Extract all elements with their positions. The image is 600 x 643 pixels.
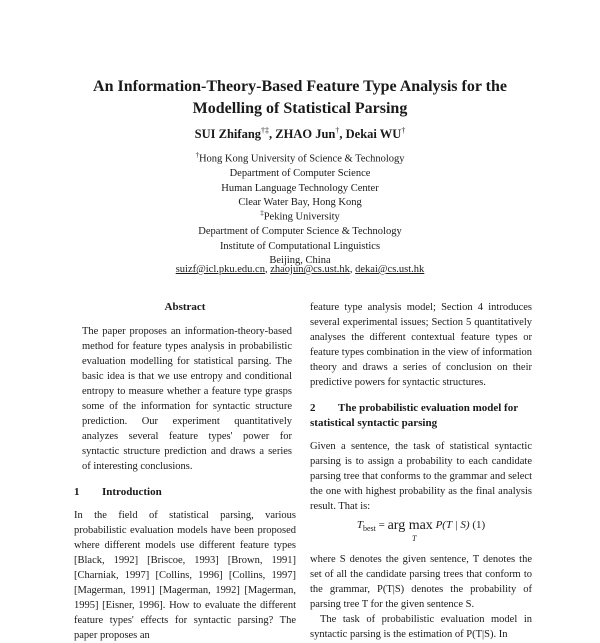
author-emails: suizf@icl.pku.edu.cn, zhaojun@cs.ust.hk, dekai@cs.ust.hk xyxy=(175,264,425,275)
affiliation-line: Human Language Technology Center xyxy=(221,182,379,194)
author-name: Dekai WU xyxy=(345,127,402,142)
author-list: SUI Zhifang†‡, ZHAO Jun†, Dekai WU† xyxy=(194,126,406,142)
email-link[interactable]: suizf@icl.pku.edu.cn xyxy=(175,264,265,275)
left-column xyxy=(74,300,296,643)
section-number: 2 xyxy=(310,402,316,414)
section-title: The probabilistic evaluation model for statistical syntactic parsing xyxy=(310,402,518,429)
formula-operator: arg max xyxy=(387,518,433,533)
title-line-2: Modelling of Statistical Parsing xyxy=(192,100,408,117)
abstract-text: The paper proposes an information-theory-based method for feature types analysis in probabilistic evaluation modelling for statistical parsing. The basic idea is that we use entropy and conditional entropy to measure whether a feature type grasps some of the information for syntactic structure prediction. Our experiment quantitatively analyzes several feature types' power for syntactic structure prediction and draws a series of interesting conclusions. xyxy=(82,326,292,472)
formula-lhs: T xyxy=(356,519,363,531)
affiliation-line: Beijing, China xyxy=(269,255,331,266)
section-number: 1 xyxy=(74,486,80,498)
section-2-para-2: where S denotes the given sentence, T denotes the set of all the candidate parsing trees that conform to the grammar, P(T|S) denotes the probability of parsing tree T for the given sentence S. xyxy=(310,554,532,610)
formula-arg: P(T | S) xyxy=(435,519,470,531)
affiliation-line: Peking University xyxy=(263,211,340,223)
email-link[interactable]: zhaojun@cs.ust.hk xyxy=(270,264,350,275)
paper-title xyxy=(60,76,540,120)
affiliation-line: Institute of Computational Linguistics xyxy=(219,240,381,252)
author-name: ZHAO Jun xyxy=(275,127,336,142)
affiliation-mark: † xyxy=(195,151,199,159)
author-mark: † xyxy=(335,126,340,135)
section-title: Introduction xyxy=(102,486,162,498)
section-2-heading xyxy=(310,401,532,431)
formula-under: T xyxy=(411,534,417,543)
affiliation-line: Clear Water Bay, Hong Kong xyxy=(238,197,362,208)
right-column xyxy=(310,300,532,642)
formula-equals: = xyxy=(378,519,385,531)
abstract-heading: Abstract xyxy=(164,301,206,313)
author-mark: † xyxy=(401,126,406,135)
formula-lhs-sub: best xyxy=(362,524,376,534)
introduction-text: In the field of statistical parsing, various probabilistic evaluation models have been proposed where different models use different feature types [Black, 1992] [Briscoe, 1993] [Brown, 1991] [Charniak, 1997] [Collins, 1996] [Collins, 1997] [Magerman, 1991] [Magerman, 1992] [Magerman, 1995] [Eisner, 1996]. How to evaluate the different feature types' effects for syntactic parsing? The paper proposes an xyxy=(74,510,296,641)
affiliation-pku xyxy=(60,206,540,269)
affiliation-hkust xyxy=(60,148,540,211)
introduction-continued: feature type analysis model; Section 4 introduces several experimental issues; Section 5 quantitatively analyses the different contextual feature types or feature types combination in the view of information theory and draws a series of conclusion on their predictive powers for syntactic structures. xyxy=(310,302,532,388)
email-link[interactable]: dekai@cs.ust.hk xyxy=(355,264,425,275)
equation-number: (1) xyxy=(472,519,486,531)
section-2-para-1: Given a sentence, the task of statistical syntactic parsing is to assign a probability to each candidate parsing tree that conforms to the grammar and select the one with highest probability as the final analysis result. That is: xyxy=(310,441,532,512)
section-1-heading xyxy=(74,485,296,500)
affiliation-line: Hong Kong University of Science & Technology xyxy=(198,153,405,165)
affiliation-mark: ‡ xyxy=(260,209,264,217)
author-mark: †‡ xyxy=(261,126,270,135)
section-2-para-3: The task of probabilistic evaluation model in syntactic parsing is the estimation of P(T|S). In xyxy=(310,614,532,640)
equation-1 xyxy=(310,518,532,546)
title-line-1: An Information-Theory-Based Feature Type Analysis for the xyxy=(93,78,507,95)
affiliation-line: Department of Computer Science & Technology xyxy=(198,226,402,237)
author-name: SUI Zhifang xyxy=(194,127,262,142)
affiliation-line: Department of Computer Science xyxy=(229,168,371,179)
